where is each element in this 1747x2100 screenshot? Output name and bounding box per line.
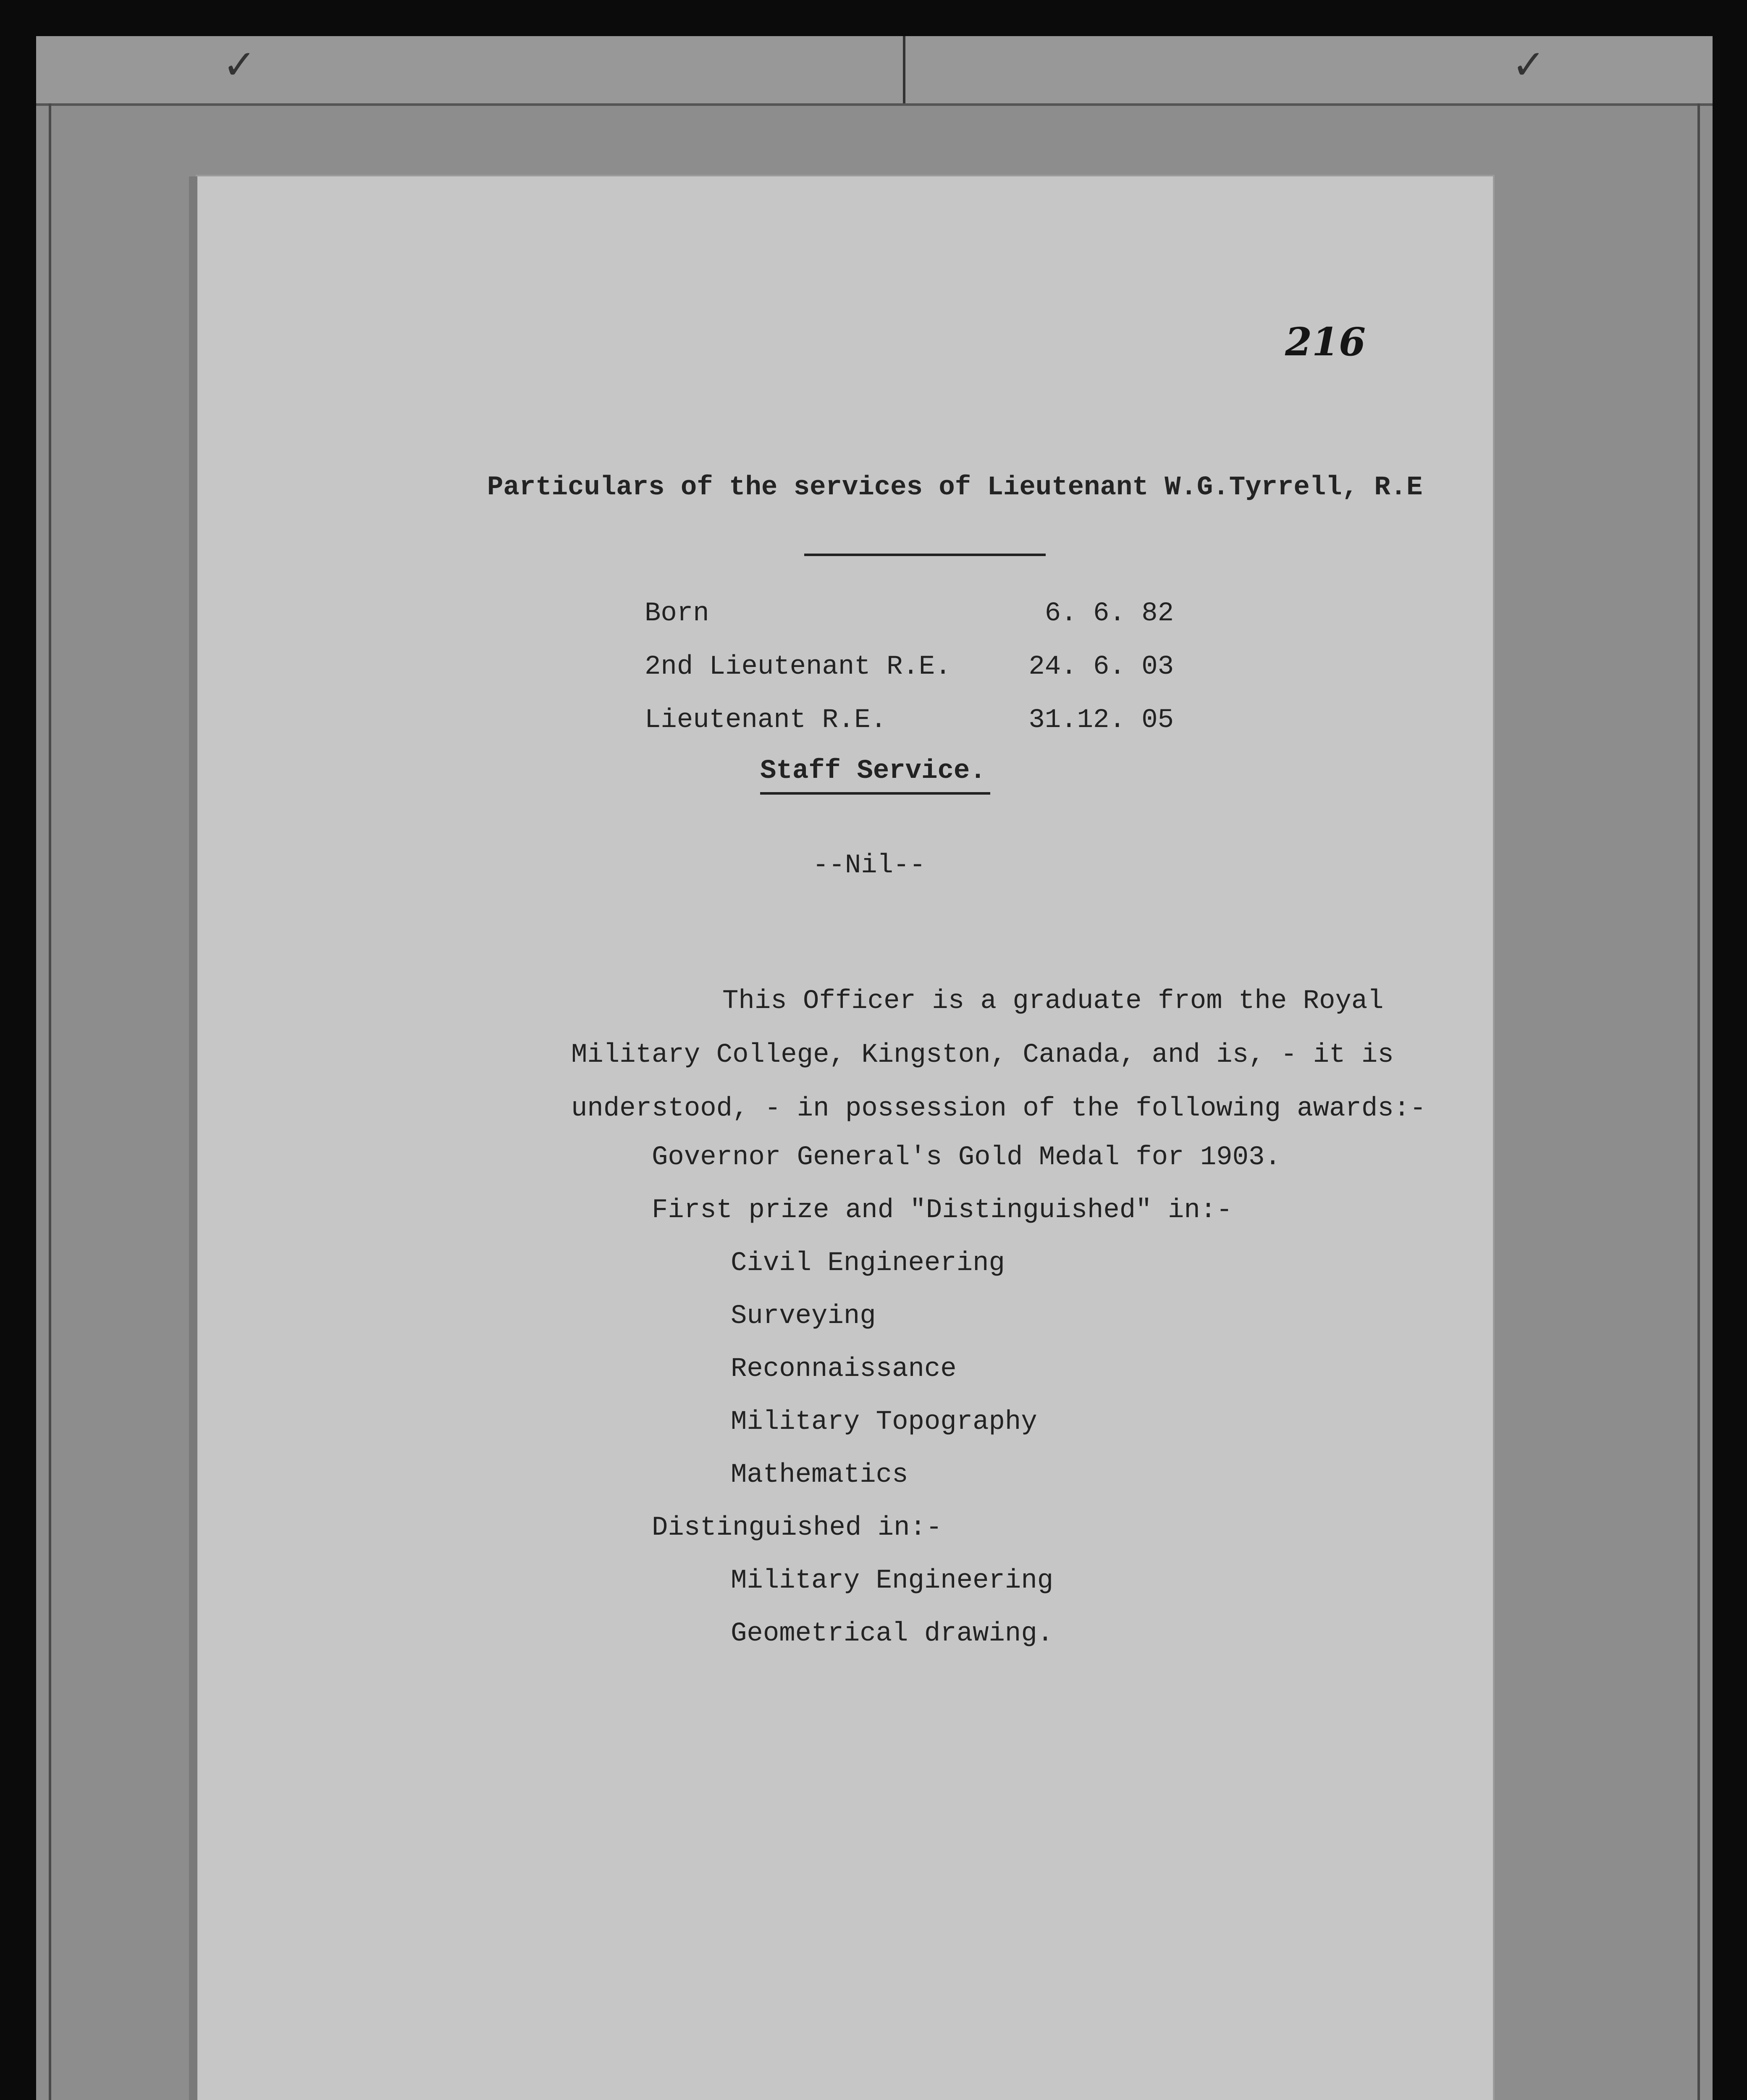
first-prize-subject: Military Topography: [731, 1407, 1037, 1437]
first-prize-subject: Mathematics: [731, 1460, 908, 1490]
document-title: Particulars of the services of Lieutenant W.G.Tyrrell, R.E: [487, 472, 1423, 503]
staff-service-value: --Nil--: [813, 850, 926, 881]
service-label: 2nd Lieutenant R.E.: [645, 652, 951, 682]
service-row: [645, 598, 1191, 652]
frame-left-line: [49, 103, 51, 2100]
frame-right-line: [1697, 103, 1700, 2100]
service-label: Lieutenant R.E.: [645, 705, 887, 735]
service-row: [645, 705, 1191, 759]
service-label: Born: [645, 598, 709, 629]
first-prize-subject: Reconnaissance: [731, 1354, 957, 1384]
body-line: This Officer is a graduate from the Royal: [722, 986, 1384, 1016]
service-date: 24. 6. 03: [1028, 652, 1174, 682]
distinguished-subject: Military Engineering: [731, 1566, 1054, 1596]
check-mark-icon: ✓: [1514, 41, 1542, 93]
body-line: Military College, Kingston, Canada, and is, - it is: [571, 1040, 1394, 1070]
service-row: [645, 652, 1191, 705]
gold-medal-award: Governor General's Gold Medal for 1903.: [652, 1142, 1281, 1173]
fold-line: [903, 36, 905, 103]
staff-service-heading: Staff Service.: [760, 756, 990, 795]
service-record-table: [645, 598, 1191, 759]
first-prize-subject: Surveying: [731, 1301, 876, 1331]
title-divider: [804, 554, 1046, 556]
body-line: understood, - in possession of the following awards:-: [571, 1094, 1426, 1124]
page-number: 216: [1285, 319, 1366, 365]
distinguished-heading: Distinguished in:-: [652, 1513, 942, 1543]
body-paragraph: [571, 974, 1432, 1136]
distinguished-subject: Geometrical drawing.: [731, 1619, 1054, 1649]
document-page: [197, 176, 1493, 2100]
frame-top-strip: [36, 36, 1713, 106]
service-date: 6. 6. 82: [1044, 598, 1174, 629]
check-mark-icon: ✓: [225, 41, 253, 93]
service-date: 31.12. 05: [1028, 705, 1174, 735]
first-prize-heading: First prize and "Distinguished" in:-: [652, 1195, 1233, 1226]
first-prize-subject: Civil Engineering: [731, 1248, 1005, 1278]
